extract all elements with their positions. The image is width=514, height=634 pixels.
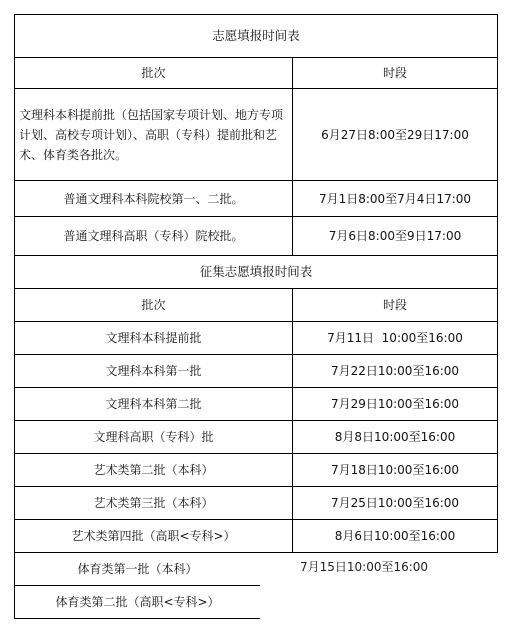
section1-title: 志愿填报时间表 [212, 28, 300, 43]
section1-row-period: 7月6日8:00至9日17:00 [328, 229, 462, 243]
section2-row-period: 7月25日10:00至16:00 [330, 496, 460, 510]
section2-row-period: 8月8日10:00至16:00 [334, 430, 456, 444]
section2-row-batch: 文理科本科第一批 [105, 364, 202, 378]
section2-row-batch: 文理科高职（专科）批 [93, 430, 214, 444]
section2-title: 征集志愿填报时间表 [199, 264, 313, 279]
section1-row-batch: 文理科本科提前批（包括国家专项计划、地方专项计划、高校专项计划）、高职（专科）提前批和艺术、体育类各批次。 [19, 107, 284, 162]
section1-row-period: 6月27日8:00至29日17:00 [321, 127, 469, 142]
section2-row-batch: 体育类第二批（高职<专科>） [55, 595, 220, 609]
section2-row-period: 7月22日10:00至16:00 [330, 364, 460, 378]
section2-row-batch: 体育类第一批（本科） [77, 562, 198, 576]
row-line [14, 618, 260, 619]
section1-header-batch: 批次 [141, 66, 166, 80]
section2-row-batch: 文理科本科提前批 [105, 331, 202, 345]
section2-row-batch: 文理科本科第二批 [105, 397, 202, 411]
section2-row-period: 7月11日 10:00至16:00 [327, 331, 463, 345]
section2-row-period: 8月6日10:00至16:00 [334, 529, 456, 543]
section1-row-period: 7月1日8:00至7月4日17:00 [318, 191, 472, 206]
section2-header-batch: 批次 [141, 298, 166, 312]
section2-row-period-clipped: 7月15日10:00至16:00 [300, 560, 429, 574]
section2-row-batch: 艺术类第三批（本科） [93, 496, 214, 510]
section2-row-period: 7月29日10:00至16:00 [330, 397, 460, 411]
section1-row-batch: 普通文理科高职（专科）院校批。 [63, 229, 244, 243]
section2-row-batch: 艺术类第二批（本科） [93, 463, 214, 477]
section2-row-batch: 艺术类第四批（高职<专科>） [71, 529, 236, 543]
section2-header-period: 时段 [382, 298, 407, 312]
column-line [497, 14, 498, 553]
section1-header-period: 时段 [382, 66, 407, 80]
section2-row-period: 7月18日10:00至16:00 [330, 463, 460, 477]
section1-row-batch: 普通文理科本科院校第一、二批。 [63, 191, 244, 206]
